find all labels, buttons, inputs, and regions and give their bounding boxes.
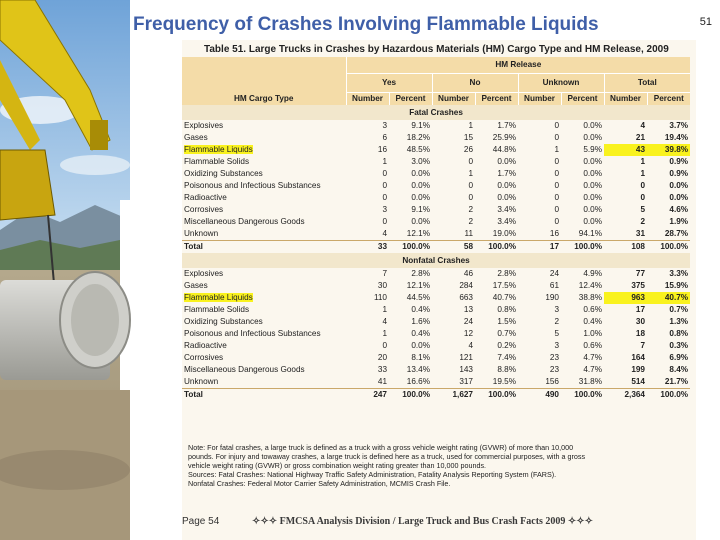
number-cell: 3 (554, 341, 559, 350)
number-cell: 156 (545, 377, 559, 386)
percent-cell: 3.3% (669, 269, 689, 278)
number-cell: 1 (640, 157, 645, 166)
percent-cell: 0.0% (411, 181, 430, 190)
percent-cell: 1.5% (497, 317, 516, 326)
excavator-pipe-photo (0, 0, 182, 540)
percent-cell: 4.6% (669, 205, 689, 214)
percent-cell: 100.0% (647, 389, 690, 402)
percent-cell: 0.0% (411, 193, 430, 202)
number-cell: 0 (382, 341, 387, 350)
number-cell: 0 (468, 157, 473, 166)
table-row (182, 144, 690, 156)
percent-cell: 17.5% (492, 281, 516, 290)
percent-cell: 94.1% (578, 229, 602, 238)
percent-cell: 0.0% (411, 217, 430, 226)
section-header: Nonfatal Crashes (182, 253, 690, 268)
slide-number: 51 (699, 16, 712, 28)
number-cell: 43 (604, 144, 647, 156)
percent-cell: 44.5% (406, 293, 430, 302)
cargo-type-cell (182, 280, 346, 292)
percent-cell: 1.9% (669, 217, 689, 226)
percent-cell: 8.1% (411, 353, 430, 362)
number-cell: 1 (382, 329, 387, 338)
number-cell: 1 (468, 121, 473, 130)
number-cell: 46 (463, 269, 473, 278)
number-cell: 31 (635, 229, 645, 238)
table-row (182, 204, 690, 216)
number-cell: 2 (640, 217, 645, 226)
percent-cell: 12.1% (406, 229, 430, 238)
percent-cell: 19.4% (664, 133, 689, 142)
cargo-type-cell (182, 340, 346, 352)
table-row (182, 340, 690, 352)
cargo-type-label: Flammable Solids (184, 157, 250, 166)
percent-cell: 4.9% (583, 269, 602, 278)
number-cell: 33 (346, 241, 389, 254)
page-number: Page 54 (182, 516, 220, 527)
percent-cell: 19.0% (492, 229, 516, 238)
cargo-type-label: Poisonous and Infectious Substances (184, 181, 321, 190)
number-cell: 18 (635, 329, 645, 338)
hm-cargo-type-header: HM Cargo Type (182, 57, 346, 105)
number-cell: 0 (554, 181, 559, 190)
number-cell: 110 (373, 293, 387, 302)
col-header-number: Number (346, 93, 389, 106)
cargo-type-label: Total (184, 390, 203, 399)
note-line: Note: For fatal crashes, a large truck is defined as a truck with a gross vehicle weight rating (GVWR) of more than 10,000 (188, 443, 574, 452)
cargo-type-cell (182, 132, 346, 144)
cargo-type-label: Flammable Solids (184, 305, 250, 314)
cargo-type-cell (182, 216, 346, 228)
number-cell: 284 (459, 281, 473, 290)
number-cell: 375 (631, 281, 645, 290)
number-cell: 30 (635, 317, 645, 326)
percent-cell: 3.4% (497, 217, 516, 226)
cargo-type-cell (182, 364, 346, 376)
number-cell: 663 (459, 293, 473, 302)
number-cell: 24 (549, 269, 559, 278)
number-cell: 1,627 (432, 389, 475, 402)
number-cell: 0 (468, 193, 473, 202)
number-cell: 23 (549, 353, 559, 362)
percent-cell: 7.4% (497, 353, 516, 362)
cargo-type-cell (182, 328, 346, 340)
percent-cell: 0.0% (583, 169, 602, 178)
percent-cell: 40.7% (492, 293, 516, 302)
number-cell: 26 (463, 145, 473, 154)
slide-title: Frequency of Crashes Involving Flammable Liquids (133, 14, 599, 35)
note-line: vehicle weight rating (GVWR) or gross combination weight rating greater than 10,000 pounds. (188, 461, 487, 470)
number-cell: 0 (554, 133, 559, 142)
number-cell: 963 (604, 292, 647, 304)
hm-release-header: HM Release (346, 57, 690, 74)
note-line: Nonfatal Crashes: Federal Motor Carrier Safety Administration, MCMIS Crash File. (188, 479, 451, 488)
table-row (182, 120, 690, 132)
number-cell: 58 (432, 241, 475, 254)
number-cell: 0 (554, 193, 559, 202)
number-cell: 0 (382, 169, 387, 178)
percent-cell: 8.8% (497, 365, 516, 374)
cargo-type-cell (182, 376, 346, 389)
percent-cell: 100.0% (561, 241, 604, 254)
cargo-type-label: Corrosives (184, 353, 224, 362)
cargo-type-cell (182, 120, 346, 132)
table-note (188, 443, 694, 488)
number-cell: 12 (463, 329, 473, 338)
percent-cell: 0.0% (497, 193, 516, 202)
table-row (182, 280, 690, 292)
number-cell: 0 (382, 193, 387, 202)
cargo-type-label: Flammable Liquids (184, 293, 253, 302)
col-header-number: Number (604, 93, 647, 106)
percent-cell: 31.8% (578, 377, 602, 386)
number-cell: 490 (518, 389, 561, 402)
percent-cell: 0.0% (583, 121, 602, 130)
report-page (182, 40, 696, 540)
percent-cell: 100.0% (389, 389, 432, 402)
table-total-row (182, 241, 690, 254)
number-cell: 15 (463, 133, 473, 142)
table-row (182, 156, 690, 168)
number-cell: 4 (382, 229, 387, 238)
percent-cell: 100.0% (475, 241, 518, 254)
percent-cell: 38.8% (578, 293, 602, 302)
percent-cell: 100.0% (389, 241, 432, 254)
cargo-type-label: Gases (184, 133, 208, 142)
table-row (182, 192, 690, 204)
percent-cell: 2.8% (497, 269, 516, 278)
cargo-type-cell (182, 192, 346, 204)
number-cell: 7 (382, 269, 387, 278)
cargo-type-cell (182, 180, 346, 192)
percent-cell: 0.0% (583, 157, 602, 166)
cargo-type-cell (182, 304, 346, 316)
percent-cell: 0.4% (411, 305, 430, 314)
percent-cell: 2.8% (411, 269, 430, 278)
excavator-pipe-illustration (0, 0, 182, 540)
group-header-no: No (432, 74, 518, 93)
percent-cell: 18.2% (406, 133, 430, 142)
table-row (182, 216, 690, 228)
percent-cell: 48.5% (406, 145, 430, 154)
number-cell: 0 (554, 157, 559, 166)
number-cell: 0 (554, 121, 559, 130)
percent-cell: 1.7% (497, 121, 516, 130)
group-header-yes: Yes (346, 74, 432, 93)
number-cell: 164 (631, 353, 645, 362)
number-cell: 0 (468, 181, 473, 190)
table-row (182, 180, 690, 192)
number-cell: 13 (463, 305, 473, 314)
cargo-type-label: Oxidizing Substances (184, 169, 263, 178)
percent-cell: 0.4% (583, 317, 602, 326)
table-row (182, 376, 690, 389)
number-cell: 247 (346, 389, 389, 402)
col-header-number: Number (518, 93, 561, 106)
section-header: Fatal Crashes (182, 105, 690, 120)
col-header-number: Number (432, 93, 475, 106)
number-cell: 143 (459, 365, 473, 374)
cargo-type-label: Radioactive (184, 341, 227, 350)
number-cell: 1 (554, 145, 559, 154)
percent-cell: 0.2% (497, 341, 516, 350)
number-cell: 0 (640, 193, 645, 202)
percent-cell: 0.0% (497, 157, 516, 166)
percent-cell: 0.6% (583, 305, 602, 314)
number-cell: 0 (554, 205, 559, 214)
cargo-type-cell (182, 389, 346, 402)
number-cell: 11 (464, 229, 473, 238)
cargo-type-cell (182, 144, 346, 156)
number-cell: 4 (468, 341, 473, 350)
percent-cell: 4.7% (583, 365, 602, 374)
percent-cell: 0.3% (669, 341, 689, 350)
cargo-type-label: Total (184, 242, 203, 251)
cargo-type-cell (182, 204, 346, 216)
percent-cell: 0.0% (669, 193, 689, 202)
percent-cell: 1.3% (669, 317, 689, 326)
percent-cell: 4.7% (583, 353, 602, 362)
table-row (182, 168, 690, 180)
percent-cell: 0.0% (583, 181, 602, 190)
percent-cell: 9.1% (411, 205, 430, 214)
cargo-type-cell (182, 228, 346, 241)
table-row (182, 316, 690, 328)
number-cell: 33 (377, 365, 387, 374)
percent-cell: 0.0% (583, 193, 602, 202)
percent-cell: 12.1% (406, 281, 430, 290)
cargo-type-cell (182, 352, 346, 364)
cargo-type-label: Radioactive (184, 193, 227, 202)
number-cell: 17 (518, 241, 561, 254)
number-cell: 121 (459, 353, 473, 362)
percent-cell: 100.0% (647, 241, 690, 254)
number-cell: 514 (631, 377, 645, 386)
percent-cell: 28.7% (664, 229, 689, 238)
number-cell: 108 (604, 241, 647, 254)
table-title: Table 51. Large Trucks in Crashes by Hazardous Materials (HM) Cargo Type and HM Release, 2009 (204, 44, 669, 55)
number-cell: 20 (377, 353, 387, 362)
group-header-total: Total (604, 74, 690, 93)
col-header-percent: Percent (389, 93, 432, 106)
cargo-type-cell (182, 241, 346, 254)
number-cell: 2 (554, 317, 559, 326)
cargo-type-label: Miscellaneous Dangerous Goods (184, 365, 305, 374)
number-cell: 2 (468, 205, 473, 214)
table-row (182, 328, 690, 340)
number-cell: 317 (459, 377, 473, 386)
percent-cell: 0.0% (583, 133, 602, 142)
number-cell: 30 (377, 281, 387, 290)
percent-cell: 15.9% (664, 281, 689, 290)
cargo-type-cell (182, 268, 346, 280)
number-cell: 3 (554, 305, 559, 314)
number-cell: 2,364 (604, 389, 647, 402)
number-cell: 77 (635, 269, 645, 278)
percent-cell: 3.7% (669, 121, 689, 130)
percent-cell: 0.7% (669, 305, 689, 314)
percent-cell: 44.8% (492, 145, 516, 154)
col-header-percent: Percent (647, 93, 690, 106)
percent-cell: 100.0% (561, 389, 604, 402)
note-line: Sources: Fatal Crashes: National Highway Traffic Safety Administration, Fatality Analysis Reporting System (FARS). (188, 470, 557, 479)
table-row (182, 268, 690, 280)
table-row (182, 228, 690, 241)
cargo-type-label: Poisonous and Infectious Substances (184, 329, 321, 338)
percent-cell: 5.9% (583, 145, 602, 154)
number-cell: 4 (640, 121, 645, 130)
hm-cargo-table (182, 57, 690, 401)
number-cell: 4 (382, 317, 387, 326)
cargo-type-cell (182, 156, 346, 168)
number-cell: 17 (635, 305, 645, 314)
number-cell: 199 (631, 365, 645, 374)
cargo-type-label: Oxidizing Substances (184, 317, 263, 326)
number-cell: 3 (382, 205, 387, 214)
percent-cell: 19.5% (492, 377, 516, 386)
number-cell: 23 (549, 365, 559, 374)
percent-cell: 0.0% (583, 217, 602, 226)
col-header-percent: Percent (475, 93, 518, 106)
cargo-type-label: Flammable Liquids (184, 145, 253, 154)
table-total-row (182, 389, 690, 402)
number-cell: 0 (554, 217, 559, 226)
number-cell: 190 (545, 293, 559, 302)
percent-cell: 1.7% (497, 169, 516, 178)
percent-cell: 0.8% (497, 305, 516, 314)
percent-cell: 25.9% (492, 133, 516, 142)
percent-cell: 0.8% (669, 329, 689, 338)
number-cell: 21 (635, 133, 645, 142)
number-cell: 16 (377, 145, 387, 154)
percent-cell: 8.4% (669, 365, 689, 374)
percent-cell: 16.6% (406, 377, 430, 386)
table-row (182, 304, 690, 316)
number-cell: 5 (554, 329, 559, 338)
number-cell: 41 (377, 377, 387, 386)
group-header-unknown: Unknown (518, 74, 604, 93)
percent-cell: 3.4% (497, 205, 516, 214)
percent-cell: 0.6% (583, 341, 602, 350)
cargo-type-cell (182, 316, 346, 328)
cargo-type-label: Unknown (184, 229, 219, 238)
publication-title: ✧✧✧ FMCSA Analysis Division / Large Truck and Bus Crash Facts 2009 ✧✧✧ (252, 516, 594, 527)
cargo-type-label: Explosives (184, 269, 224, 278)
number-cell: 0 (640, 181, 645, 190)
table-row (182, 364, 690, 376)
cargo-type-label: Unknown (184, 377, 219, 386)
percent-cell: 9.1% (411, 121, 430, 130)
number-cell: 6 (382, 133, 387, 142)
cargo-type-label: Explosives (184, 121, 224, 130)
percent-cell: 39.8% (647, 144, 690, 156)
percent-cell: 0.0% (411, 341, 430, 350)
cargo-type-cell (182, 168, 346, 180)
note-line: pounds. For injury and towaway crashes, a large truck is defined here as a truck, used for commercial purposes, with a gross (188, 452, 586, 461)
number-cell: 16 (549, 229, 559, 238)
cargo-type-label: Gases (184, 281, 208, 290)
percent-cell: 1.0% (583, 329, 602, 338)
percent-cell: 6.9% (669, 353, 689, 362)
percent-cell: 0.4% (411, 329, 430, 338)
col-header-percent: Percent (561, 93, 604, 106)
number-cell: 2 (468, 217, 473, 226)
percent-cell: 0.0% (497, 181, 516, 190)
percent-cell: 0.9% (669, 157, 689, 166)
percent-cell: 0.0% (411, 169, 430, 178)
cargo-type-label: Miscellaneous Dangerous Goods (184, 217, 305, 226)
cargo-type-cell (182, 292, 346, 304)
number-cell: 0 (554, 169, 559, 178)
number-cell: 0 (382, 181, 387, 190)
number-cell: 7 (640, 341, 645, 350)
table-body (182, 105, 690, 401)
percent-cell: 13.4% (406, 365, 430, 374)
number-cell: 1 (382, 305, 387, 314)
number-cell: 61 (549, 281, 559, 290)
number-cell: 5 (640, 205, 645, 214)
number-cell: 1 (640, 169, 645, 178)
number-cell: 3 (382, 121, 387, 130)
percent-cell: 100.0% (475, 389, 518, 402)
percent-cell: 1.6% (411, 317, 430, 326)
table-row (182, 132, 690, 144)
number-cell: 0 (382, 217, 387, 226)
percent-cell: 0.7% (497, 329, 516, 338)
table-row (182, 352, 690, 364)
table-row (182, 292, 690, 304)
percent-cell: 0.0% (669, 181, 689, 190)
number-cell: 1 (382, 157, 387, 166)
percent-cell: 21.7% (664, 377, 689, 386)
percent-cell: 12.4% (578, 281, 602, 290)
cargo-type-label: Corrosives (184, 205, 224, 214)
percent-cell: 0.0% (583, 205, 602, 214)
percent-cell: 0.9% (669, 169, 689, 178)
number-cell: 24 (463, 317, 473, 326)
number-cell: 1 (468, 169, 473, 178)
percent-cell: 3.0% (411, 157, 430, 166)
percent-cell: 40.7% (647, 292, 690, 304)
